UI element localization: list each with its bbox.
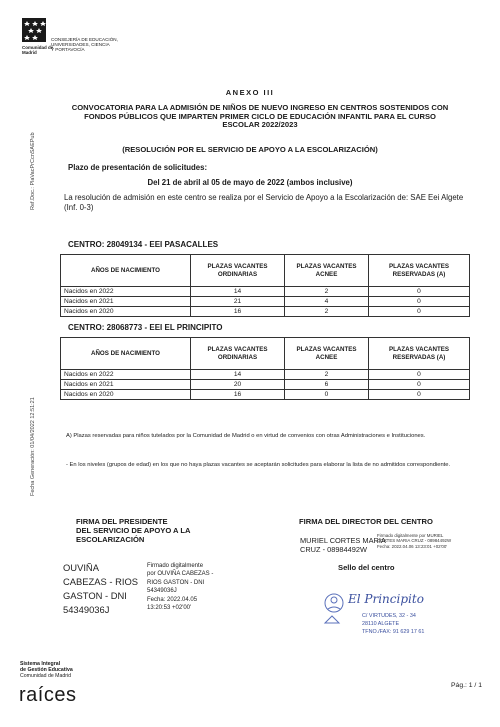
comunidad-madrid-logo bbox=[22, 18, 46, 42]
table-row: Nacidos en 2022 14 2 0 bbox=[61, 287, 470, 297]
col-header: AÑOS DE NACIMIENTO bbox=[61, 338, 191, 370]
col-header: PLAZAS VACANTES RESERVADAS (A) bbox=[369, 338, 470, 370]
plazo-fechas: Del 21 de abril al 05 de mayo de 2022 (ambos inclusive) bbox=[147, 178, 353, 187]
stamp-title: El Principito bbox=[348, 592, 424, 606]
page-number: Pág.: 1 / 1 bbox=[451, 682, 482, 689]
convocatoria-title: CONVOCATORIA PARA LA ADMISIÓN DE NIÑOS DE NUEVO INGRESO EN CENTROS SOSTENIDOS CON FONDOS PÚBLICOS QUE IMPARTEN PRIMER CICLO DE EDUCACIÓN INFANTIL PARA EL CURSO ESCOLAR 2022/2023 bbox=[71, 103, 449, 130]
stamp-address: C/ VIRTUDES, 32 - 34 28110 ALGETE TFNO./FAX: 91 629 17 61 bbox=[362, 613, 425, 636]
firma-presidente-title: FIRMA DEL PRESIDENTE DEL SERVICIO DE APOYO A LA ESCOLARIZACIÓN bbox=[76, 517, 191, 544]
table-row: Nacidos en 2020 16 0 0 bbox=[61, 390, 470, 400]
col-header: PLAZAS VACANTES ACNEE bbox=[285, 338, 369, 370]
firma-presidente-digital: Firmado digitalmente por OUVIÑA CABEZAS - RIOS GASTON - DNI 54349036J Fecha: 2022.04.05 13:20:53 +02'00' bbox=[147, 563, 214, 612]
firma-director-digital: Firmado digitalmente por MURIEL CORTES MARIA CRUZ - 08984492W Fecha: 2022.04.06 13:23:01 +02'00' bbox=[377, 533, 452, 549]
table-row: Nacidos en 2021 20 6 0 bbox=[61, 380, 470, 390]
col-header: PLAZAS VACANTES ACNEE bbox=[285, 255, 369, 287]
centro-1-title: CENTRO: 28049134 - EEI PASACALLES bbox=[68, 240, 219, 249]
ref-doc-side: Ref.Doc.: PlaVacPrCcnSAEPub bbox=[30, 132, 36, 210]
col-header: PLAZAS VACANTES ORDINARIAS bbox=[191, 255, 285, 287]
resolucion-subtitle: (RESOLUCIÓN POR EL SERVICIO DE APOYO A LA ESCOLARIZACIÓN) bbox=[122, 145, 378, 154]
consejeria-text: CONSEJERÍA DE EDUCACIÓN, UNIVERSIDADES, CIENCIA Y PORTAVOCÍA bbox=[51, 37, 118, 53]
fecha-generacion-side: Fecha Generación: 01/04/2022 12:51:21 bbox=[30, 397, 36, 496]
table-row: Nacidos en 2020 16 2 0 bbox=[61, 307, 470, 317]
firma-director-title: FIRMA DEL DIRECTOR DEL CENTRO bbox=[299, 517, 433, 526]
resolucion-text: La resolución de admisión en este centro se realiza por el Servicio de Apoyo a la Escolarización de: SAE Eei Algete (Inf. 0-3) bbox=[64, 193, 464, 212]
nota-b: - En los niveles (grupos de edad) en los que no haya plazas vacantes se aceptarán solicitudes para elaborar la lista de no admitidos correspondiente. bbox=[66, 462, 451, 468]
anexo-title: ANEXO III bbox=[225, 88, 275, 97]
plazo-label: Plazo de presentación de solicitudes: bbox=[68, 163, 208, 172]
table-row: Nacidos en 2021 21 4 0 bbox=[61, 297, 470, 307]
col-header: PLAZAS VACANTES RESERVADAS (A) bbox=[369, 255, 470, 287]
col-header: AÑOS DE NACIMIENTO bbox=[61, 255, 191, 287]
firma-director-nombre: MURIEL CORTES MARIA CRUZ - 08984492W bbox=[300, 536, 386, 555]
table-row: Nacidos en 2022 14 2 0 bbox=[61, 370, 470, 380]
col-header: PLAZAS VACANTES ORDINARIAS bbox=[191, 338, 285, 370]
logo-text: Comunidad de Madrid bbox=[22, 45, 54, 55]
nota-a: A) Plazas reservadas para niños tutelados por la Comunidad de Madrid o en virtud de convenios con otras Administraciones e Instituciones. bbox=[66, 433, 426, 439]
vacantes-table-2 bbox=[60, 337, 470, 400]
sello-label: Sello del centro bbox=[338, 563, 395, 572]
firma-presidente-nombre: OUVIÑA CABEZAS - RIOS GASTON - DNI 54349036J bbox=[63, 562, 139, 615]
vacantes-table-1 bbox=[60, 254, 470, 317]
footer-sistema: Sistema Integral de Gestión Educativa Comunidad de Madrid bbox=[20, 661, 73, 679]
centro-2-title: CENTRO: 28068773 - EEI EL PRINCIPITO bbox=[68, 323, 223, 332]
raices-logo: raíces bbox=[19, 684, 77, 706]
